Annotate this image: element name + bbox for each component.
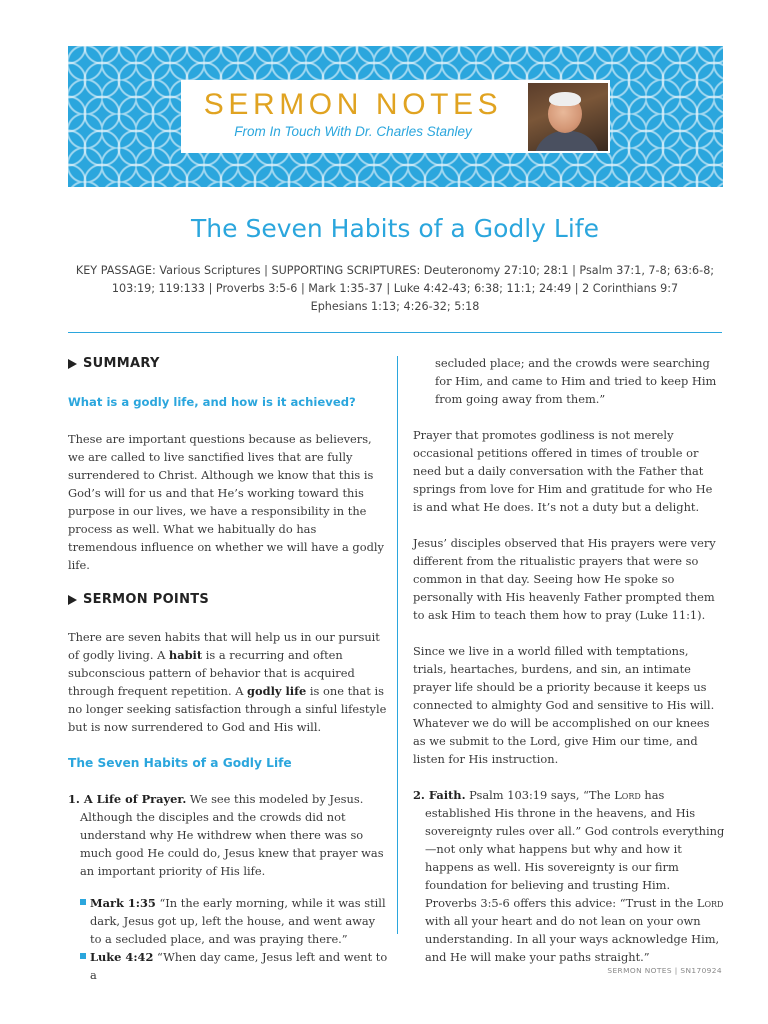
- luke-ref: Luke 4:42: [90, 950, 154, 964]
- summary-heading: [68, 354, 388, 374]
- seven-habits-subheading: The Seven Habits of a Godly Life: [68, 756, 292, 770]
- portrait-jacket: [534, 131, 600, 151]
- column-divider: [397, 356, 398, 934]
- left-column: [68, 354, 388, 984]
- habit-1-label: 1. A Life of Prayer.: [68, 792, 187, 806]
- portrait-hair: [549, 92, 581, 106]
- intro-part-2: is a recurring and often subconscious pattern of behavior that is acquired through frequent repetition. A: [68, 648, 355, 698]
- play-triangle-icon: [68, 595, 77, 605]
- habit-2-text-b: has established His throne in the heavens, and His sovereignty rules over all.” God controls everything—not only what happens but why and how it happens as well. His sovereignty is our firm foundation for believing and trusting Him. Proverbs 3:5-6 offers this advice: “Trust in the: [425, 788, 725, 910]
- passages-line-3: Ephesians 1:13; 4:26-32; 5:18: [310, 300, 480, 313]
- passages-line-1: KEY PASSAGE: Various Scriptures | SUPPORTING SCRIPTURES: Deuteronomy 27:10; 28:1 | Psalm 37:1, 7-8; 63:6-8;: [75, 264, 715, 277]
- habit-1-text: We see this modeled by Jesus. Although the disciples and the crowds did not understand why He withdrew when there was so much good He could do, Jesus knew that prayer was an important priority of His life.: [80, 792, 384, 878]
- habit-2-label: 2. Faith.: [413, 788, 466, 802]
- banner-title: SERMON NOTES: [203, 88, 503, 121]
- document-title: The Seven Habits of a Godly Life: [191, 214, 599, 243]
- header-divider: [68, 332, 722, 333]
- habit-2-text-a: Psalm 103:19 says, “The: [465, 788, 615, 802]
- luke-quote-continued: secluded place; and the crowds were searching for Him, and came to Him and tried to keep Him from going away from them.”: [435, 356, 717, 406]
- banner-subtitle: From In Touch With Dr. Charles Stanley: [234, 124, 472, 139]
- lord-small-caps: Lord: [696, 896, 724, 910]
- bullet-square-icon: [80, 953, 86, 959]
- page-footer: SERMON NOTES | SN170924: [607, 966, 722, 975]
- play-triangle-icon: [68, 359, 77, 369]
- summary-question: What is a godly life, and how is it achieved?: [68, 395, 356, 409]
- intro-part-1: There are seven habits that will help us in our pursuit of godly living. A: [68, 630, 380, 662]
- summary-body: These are important questions because as believers, we are called to live sanctified lives that are fully surrendered to Christ. Although we know that this is God’s will for us and that He’s working toward this purpose in our lives, we have a responsibility in the process as well. What we habitually do has tremendous influence on whether we will have a godly life.: [68, 432, 384, 572]
- disciples-paragraph: Jesus’ disciples observed that His prayers were very different from the ritualistic prayers that were so common in that day. Seeing how He spoke so personally with His heavenly Father prompted them to ask Him to teach them how to pray (Luke 11:1).: [413, 536, 716, 622]
- mark-bullet: [68, 894, 388, 948]
- scripture-passages: [68, 262, 722, 316]
- points-intro: [68, 628, 388, 736]
- lord-small-caps: Lord: [614, 788, 641, 802]
- passages-line-2: 103:19; 119:133 | Proverbs 3:5-6 | Mark 1:35-37 | Luke 4:42-43; 6:38; 11:1; 24:49 | 2 Corinthians 9:7: [111, 282, 679, 295]
- summary-heading-label: SUMMARY: [83, 356, 160, 371]
- bullet-square-icon: [80, 899, 86, 905]
- intro-part-3: is one that is no longer seeking satisfaction through a sinful lifestyle but is now surrendered to God and His will.: [68, 684, 387, 734]
- sermon-points-heading: [68, 590, 388, 610]
- mark-quote: “In the early morning, while it was still dark, Jesus got up, left the house, and went away to a secluded place, and was praying there.”: [90, 896, 386, 946]
- mark-ref: Mark 1:35: [90, 896, 156, 910]
- habit-term: habit: [168, 648, 203, 662]
- habit-2-faith: [413, 786, 725, 966]
- luke-quote-start: “When day came, Jesus left and went to a: [90, 950, 388, 982]
- pastor-portrait: [528, 83, 608, 151]
- world-paragraph: Since we live in a world filled with temptations, trials, heartaches, burdens, and sin, an intimate prayer life should be a priority because it keeps us connected to almighty God and sensitive to His will. Whatever we do will be accomplished on our knees as we submit to the Lord, give Him our time, and listen for His instruction.: [413, 644, 715, 766]
- right-column: [413, 354, 725, 966]
- luke-bullet: [68, 948, 388, 984]
- sermon-points-heading-label: SERMON POINTS: [83, 592, 210, 607]
- habit-1-prayer: [68, 790, 388, 880]
- godly-life-term: godly life: [247, 684, 307, 698]
- prayer-paragraph: Prayer that promotes godliness is not merely occasional petitions offered in times of trouble or need but a daily conversation with the Father that springs from love for Him and gratitude for who He is and what He does. It’s not a duty but a delight.: [413, 428, 713, 514]
- habit-2-text-c: with all your heart and do not lean on your own understanding. In all your ways acknowledge Him, and He will make your paths straight.”: [425, 914, 720, 964]
